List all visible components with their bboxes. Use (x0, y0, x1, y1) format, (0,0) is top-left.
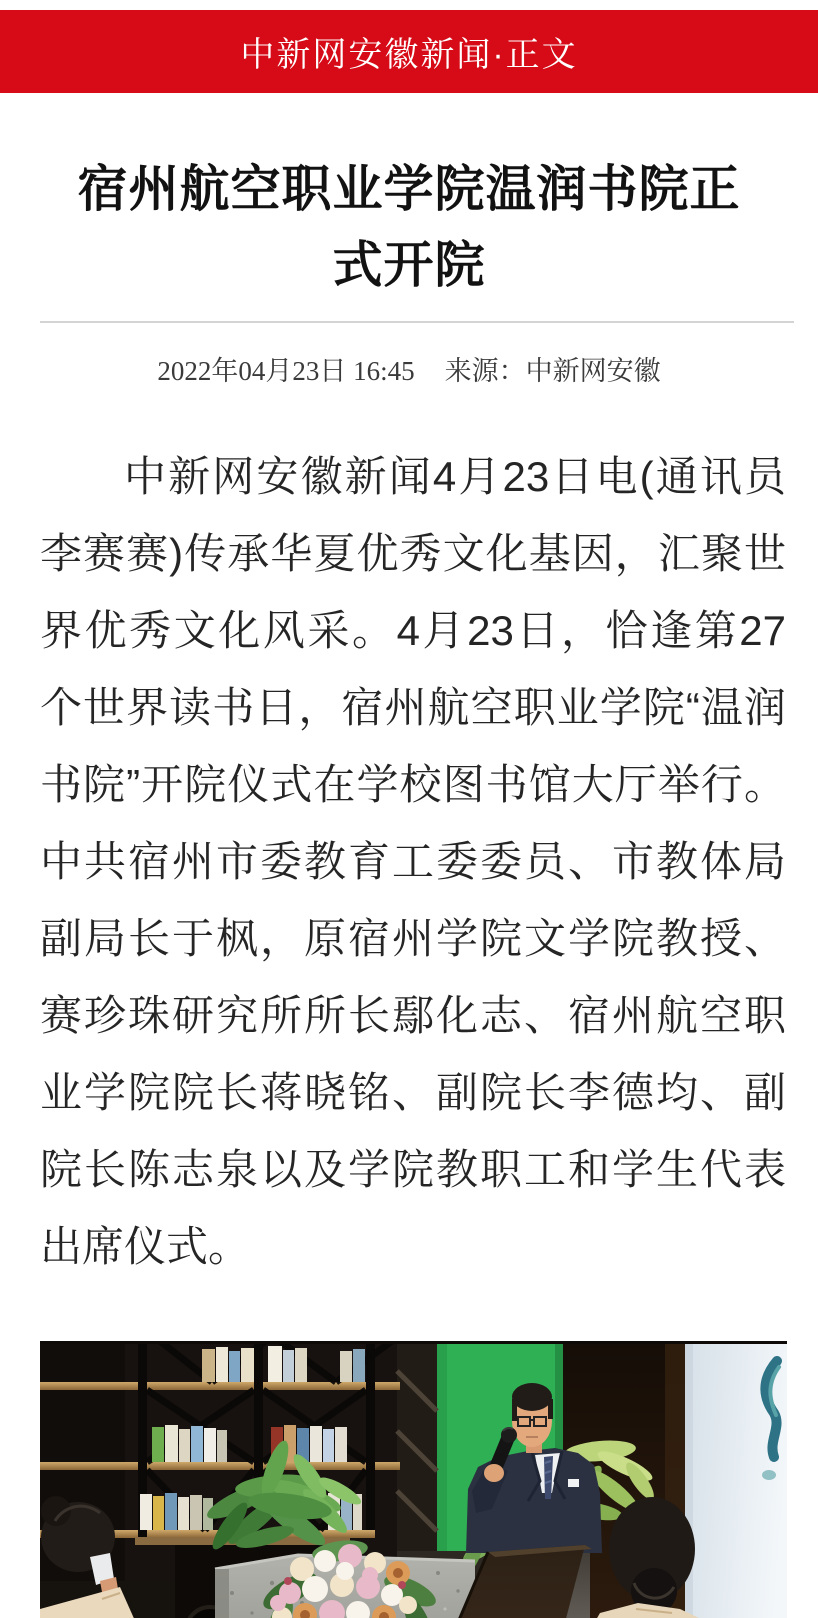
article-date: 2022年04月23日 16:45 (157, 356, 415, 386)
title-divider (40, 321, 794, 323)
top-white-strip (0, 0, 818, 10)
article-meta (0, 349, 818, 388)
article-title: 宿州航空职业学院温润书院正式开院 (77, 161, 741, 293)
source-label: 来源： (444, 356, 526, 386)
books-top-shelf (202, 1346, 365, 1382)
ceremony-photo-graphic (40, 1341, 787, 1618)
site-header-bar (0, 10, 818, 93)
ladder-frame (397, 1341, 437, 1577)
hand (484, 1464, 504, 1482)
banner-with-blue-calligraphy (685, 1341, 787, 1618)
article-photo (40, 1341, 787, 1618)
source-name: 中新网安徽 (525, 356, 661, 386)
pocket-square (568, 1479, 579, 1487)
site-header-title: 中新网安徽新闻·正文 (240, 36, 578, 74)
article-paragraph: 中新网安徽新闻4月23日电(通讯员李赛赛)传承华夏优秀文化基因，汇聚世界优秀文化风采。4月23日，恰逢第27个世界读书日，宿州航空职业学院“温润书院”开院仪式在学校图书馆大厅举行。中共宿州市委教育工委委员、市教体局副局长于枫，原宿州学院文学院教授、赛珍珠研究所所长鄢化志、宿州航空职业学院院长蒋晓铭、副院长李德均、副院长陈志泉以及学院教职工和学生代表出席仪式。 (40, 453, 786, 1270)
hair (512, 1383, 552, 1411)
